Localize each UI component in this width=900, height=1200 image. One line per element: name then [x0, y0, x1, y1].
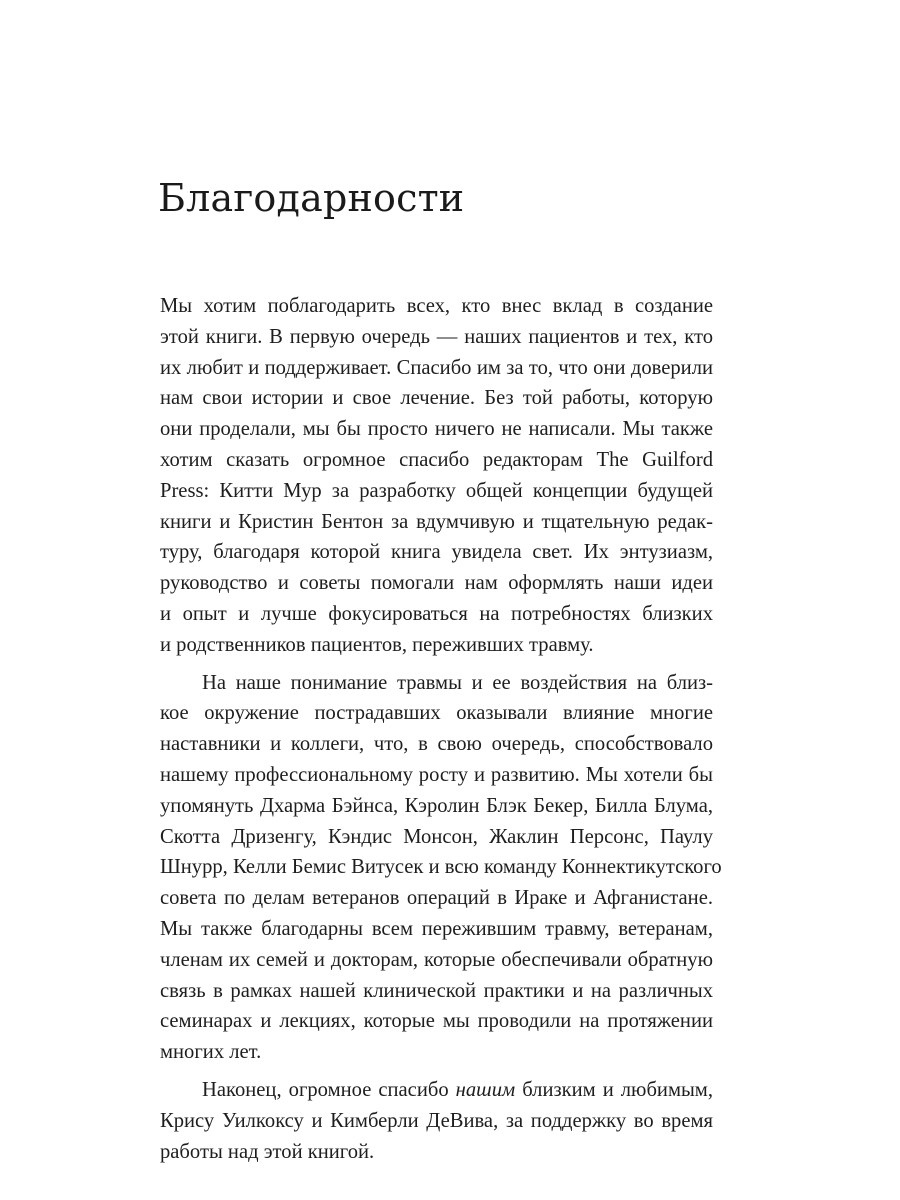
text-line: Шнурр, Келли Бемис Витусек и всю команду Коннектикутского — [160, 856, 722, 879]
text-line: упомянуть Дхарма Бэйнса, Кэролин Блэк Бекер, Билла Блума, — [160, 794, 713, 817]
text-line: нашему профессиональному росту и развитию. Мы хотели бы — [160, 763, 713, 786]
text-line: они проделали, мы бы просто ничего не написали. Мы также — [160, 418, 713, 441]
emphasized-word: нашим — [455, 1078, 516, 1101]
text-line: членам их семей и докторам, которые обеспечивали обратную — [160, 948, 713, 971]
text-line: туру, благодаря которой книга увидела свет. Их энтузиазм, — [160, 541, 713, 564]
text-line: Крису Уилкоксу и Кимберли ДеВива, за поддержку во время — [160, 1109, 713, 1132]
text-line — [160, 1075, 713, 1106]
text-line: книги и Кристин Бентон за вдумчивую и тщательную редак- — [160, 510, 713, 533]
text-line: Мы хотим поблагодарить всех, кто внес вклад в создание — [160, 295, 713, 317]
text-line: кое окружение пострадавших оказывали влияние многие — [160, 702, 713, 725]
text-line: семинарах и лекциях, которые мы проводили на протяжении — [160, 1010, 713, 1033]
text-line: работы над этой книгой. — [160, 1140, 375, 1163]
paragraph-1 — [160, 291, 713, 661]
paragraph-3 — [160, 1075, 713, 1167]
text-line: многих лет. — [160, 1041, 262, 1064]
text-line: Press: Китти Мур за разработку общей концепции будущей — [160, 479, 713, 502]
text-line: совета по делам ветеранов операций в Ираке и Афганистане. — [160, 887, 713, 910]
paragraph-2 — [160, 668, 722, 1068]
text-line: Мы также благодарны всем пережившим травму, ветеранам, — [160, 917, 713, 940]
text-line: этой книги. В первую очередь — наших пациентов и тех, кто — [160, 325, 713, 348]
body-text — [160, 291, 722, 1167]
text-line: связь в рамках нашей клинической практики и на различных — [160, 979, 713, 1002]
text-line: руководство и советы помогали нам оформлять наши идеи — [160, 572, 713, 595]
text-line: Скотта Дризенгу, Кэндис Монсон, Жаклин Персонс, Паулу — [160, 825, 713, 848]
text-line: нам свои истории и свое лечение. Без той работы, которую — [160, 387, 713, 410]
text-line: наставники и коллеги, что, в свою очередь, способствовало — [160, 733, 713, 756]
text-segment: близким и любимым, — [515, 1078, 713, 1101]
text-line: хотим сказать огромное спасибо редакторам The Guilford — [160, 448, 713, 471]
text-line: их любит и поддерживает. Спасибо им за то, что они доверили — [160, 356, 713, 379]
text-line: и опыт и лучше фокусироваться на потребностях близких — [160, 602, 713, 625]
chapter-title: Благодарности — [158, 176, 465, 220]
text-line: На наше понимание травмы и ее воздействия на близ- — [202, 671, 713, 694]
text-line: и родственников пациентов, переживших травму. — [160, 633, 594, 656]
text-segment: Наконец, огромное спасибо — [202, 1078, 456, 1101]
